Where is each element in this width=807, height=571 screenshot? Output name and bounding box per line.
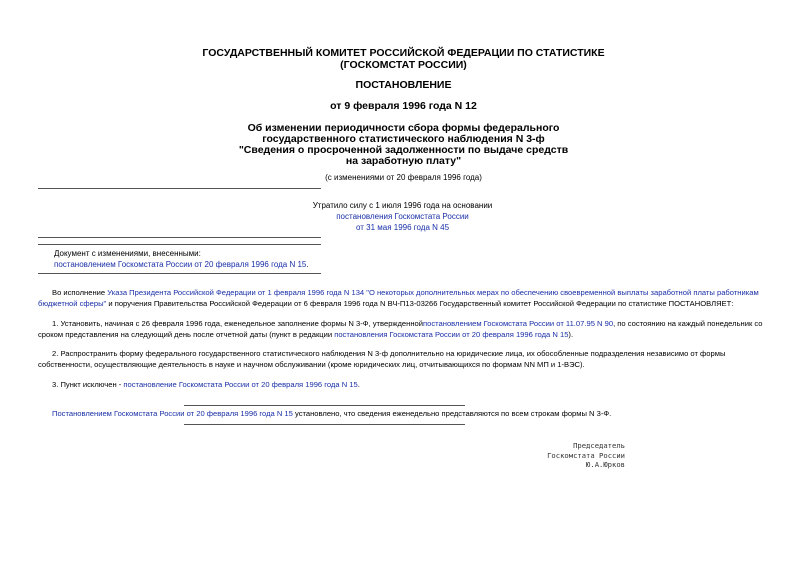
document-title-line-3: "Сведения о просроченной задолженности по выдаче средств <box>238 144 569 156</box>
divider <box>38 237 321 238</box>
divider <box>184 405 465 406</box>
org-abbreviation: (ГОСКОМСТАТ РОССИИ) <box>340 59 467 71</box>
signature-block <box>547 441 625 470</box>
divider <box>38 188 321 189</box>
divider <box>38 244 321 245</box>
document-type: ПОСТАНОВЛЕНИЕ <box>355 79 452 91</box>
footnote-link[interactable]: Постановлением Госкомстата России от 20 февраля 1996 года N 15 <box>52 409 293 418</box>
document-date-number: от 9 февраля 1996 года N 12 <box>330 100 477 112</box>
item-3-tail: . <box>357 380 360 389</box>
item-1-text-cont: , по состоянию на каждый понедельник со сроком представления на следующий день после отчетной даты (пункт в редакции <box>38 319 763 339</box>
expired-reference-link-1[interactable]: постановления Госкомстата России <box>336 212 469 221</box>
item-3-paragraph <box>38 379 770 390</box>
changes-note: (с изменениями от 20 февраля 1996 года) <box>325 173 482 182</box>
amendments-reference <box>54 259 309 270</box>
divider <box>184 424 465 425</box>
signature-position: Председатель <box>573 441 625 450</box>
expired-notice <box>290 200 515 233</box>
amendments-label: Документ с изменениями, внесенными: <box>54 249 201 258</box>
signature-name: Ю.А.Юрков <box>586 460 625 470</box>
expired-notice-text: Утратило силу с 1 июля 1996 года на основании <box>312 201 493 210</box>
document-title-line-4: на заработную плату" <box>345 155 462 167</box>
intro-text-cont: и поручения Правительства Российской Федерации от 6 февраля 1996 года N ВЧ-П13-03266 Государственный комитет Российской Федерации по статистике ПОСТАНОВЛЯЕТ: <box>106 299 734 308</box>
org-name: ГОСУДАРСТВЕННЫЙ КОМИТЕТ РОССИЙСКОЙ ФЕДЕРАЦИИ ПО СТАТИСТИКЕ <box>202 47 605 59</box>
intro-text: Во исполнение <box>52 288 108 297</box>
document-title-line-2: государственного статистического наблюдения N 3-ф <box>262 133 545 145</box>
footnote <box>38 408 770 419</box>
document-title-line-1: Об изменении периодичности сбора формы федерального <box>247 122 560 134</box>
item-3-text: 3. Пункт исключен - <box>52 380 124 389</box>
item-1-link-1[interactable]: постановлением Госкомстата России от 11.07.95 N 90 <box>423 319 614 328</box>
divider <box>38 273 321 274</box>
item-1-text: 1. Установить, начиная с 26 февраля 1996 года, еженедельное заполнение формы N 3-Ф, утвержденной <box>52 319 424 328</box>
signature-organization: Госкомстата России <box>547 450 625 460</box>
expired-reference-link-2[interactable]: от 31 мая 1996 года N 45 <box>355 223 450 232</box>
decree-link[interactable]: Указа Президента Российской Федерации от 1 февраля 1996 года N 134 "О некоторых дополнительных мерах по обеспечению своевременной выплаты заработной платы работникам бюджетной сферы" <box>38 288 759 308</box>
footnote-text: установлено, что сведения еженедельно представляются по всем строкам формы N 3-Ф. <box>292 409 612 418</box>
item-1-paragraph <box>38 318 770 340</box>
amendments-link[interactable]: постановлением Госкомстата России от 20 февраля 1996 года N 15 <box>54 260 307 269</box>
item-1-link-2[interactable]: постановления Госкомстата России от 20 февраля 1996 года N 15 <box>334 330 569 339</box>
item-2-paragraph: 2. Распространить форму федерального государственного статистического наблюдения N 3-ф дополнительно на юридические лица, их обособленные подразделения независимо от формы собственности, осуществляющие деятельность в науке и научном обслуживании (кроме юридических лиц, отчитывающихся по формам NN МП и 1-ВЭС). <box>38 349 726 369</box>
item-3-link[interactable]: постановление Госкомстата России от 20 февраля 1996 года N 15 <box>123 380 358 389</box>
amendments-tail: . <box>306 260 309 269</box>
item-1-tail: ). <box>568 330 574 339</box>
intro-paragraph <box>38 287 770 309</box>
